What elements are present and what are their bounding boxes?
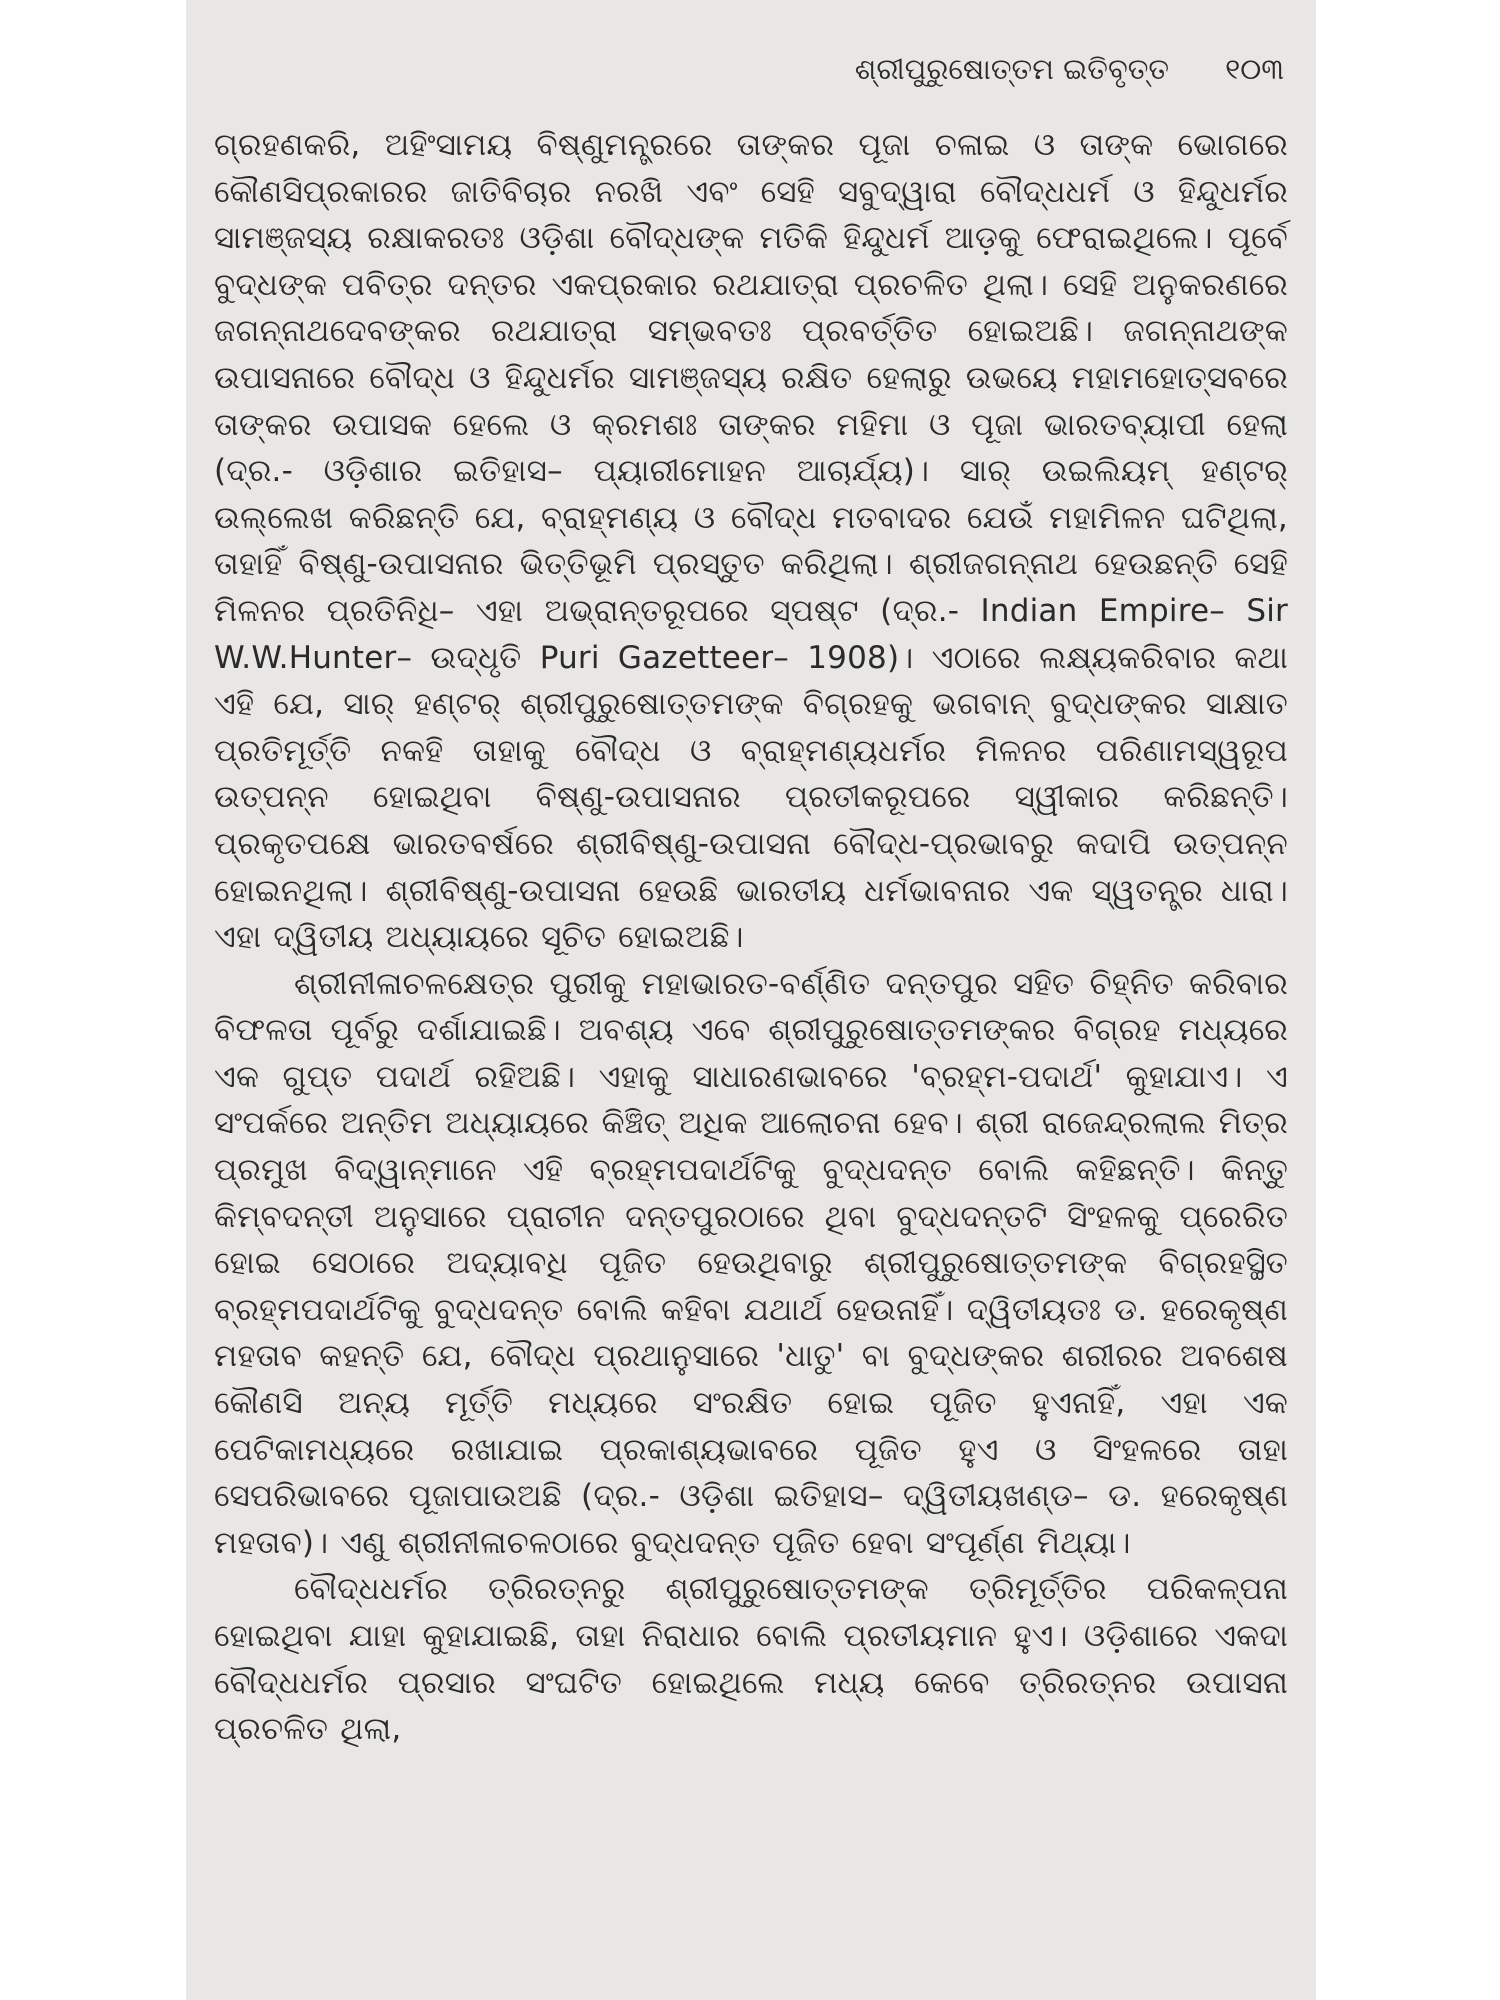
paragraph-1: ଗ୍ରହଣକରି, ଅହିଂସାମୟ ବିଷ୍ଣୁମନ୍ତ୍ରରେ ତାଙ୍କର ପୂଜା ଚଳାଇ ଓ ତାଙ୍କ ଭୋଗରେ କୌଣସିପ୍ରକାରର ଜାତିବିଚାର ନରଖି ଏବଂ ସେହି ସବୁଦ୍ୱାରା ବୌଦ୍ଧଧର୍ମ ଓ ହିନ୍ଦୁଧର୍ମର ସାମଞ୍ଜସ୍ୟ ରକ୍ଷାକରତଃ ଓଡ଼ିଶା ବୌଦ୍ଧଙ୍କ ମତିକି ହିନ୍ଦୁଧର୍ମ ଆଡ଼କୁ ଫେରାଇଥିଲେ। ପୂର୍ବେ ବୁଦ୍ଧଙ୍କ ପବିତ୍ର ଦନ୍ତର ଏକପ୍ରକାର ରଥଯାତ୍ରା ପ୍ରଚଳିତ ଥିଲା। ସେହି ଅନୁକରଣରେ ଜଗନ୍ନାଥଦେବଙ୍କର ରଥଯାତ୍ରା ସମ୍ଭବତଃ ପ୍ରବର୍ତ୍ତିତ ହୋଇଅଛି। ଜଗନ୍ନାଥଙ୍କ ଉପାସନାରେ ବୌଦ୍ଧ ଓ ହିନ୍ଦୁଧର୍ମର ସାମଞ୍ଜସ୍ୟ ରକ୍ଷିତ ହେଲାରୁ ଉଭୟେ ମହାମହୋତ୍ସବରେ ତାଙ୍କର ଉପାସକ ହେଲେ ଓ କ୍ରମଶଃ ତାଙ୍କର ମହିମା ଓ ପୂଜା ଭାରତବ୍ୟାପୀ ହେଲା (ଦ୍ର.- ଓଡ଼ିଶାର ଇତିହାସ– ପ୍ୟାରୀମୋହନ ଆଚାର୍ଯ୍ୟ)। ସାର୍ ଉଇଲିୟମ୍ ହଣ୍ଟର୍ ଉଲ୍ଲେଖ କରିଛନ୍ତି ଯେ, ବ୍ରାହ୍ମଣ୍ୟ ଓ ବୌଦ୍ଧ ମତବାଦର ଯେଉଁ ମହାମିଳନ ଘଟିଥିଲା, ତାହାହିଁ ବିଷ୍ଣୁ-ଉପାସନାର ଭିତ୍ତିଭୂମି ପ୍ରସ୍ତୁତ କରିଥିଲା। ଶ୍ରୀଜଗନ୍ନାଥ ହେଉଛନ୍ତି ସେହି ମିଳନର ପ୍ରତିନିଧି– ଏହା ଅଭ୍ରାନ୍ତରୂପରେ ସ୍ପଷ୍ଟ (ଦ୍ର.- Indian Empire– Sir W.W.Hunter– ଉଦ୍ଧୃତି Puri Gazetteer– 1908)। ଏଠାରେ ଲକ୍ଷ୍ୟକରିବାର କଥା ଏହି ଯେ, ସାର୍ ହଣ୍ଟର୍ ଶ୍ରୀପୁରୁଷୋତ୍ତମଙ୍କ ବିଗ୍ରହକୁ ଭଗବାନ୍ ବୁଦ୍ଧଙ୍କର ସାକ୍ଷାତ ପ୍ରତିମୂର୍ତ୍ତି ନକହି ତାହାକୁ ବୌଦ୍ଧ ଓ ବ୍ରାହ୍ମଣ୍ୟଧର୍ମର ମିଳନର ପରିଣାମସ୍ୱରୂପ ଉତ୍ପନ୍ନ ହୋଇଥିବା ବିଷ୍ଣୁ-ଉପାସନାର ପ୍ରତୀକରୂପରେ ସ୍ୱୀକାର କରିଛନ୍ତି। ପ୍ରକୃତପକ୍ଷେ ଭାରତବର୍ଷରେ ଶ୍ରୀବିଷ୍ଣୁ-ଉପାସନା ବୌଦ୍ଧ-ପ୍ରଭାବରୁ କଦାପି ଉତ୍ପନ୍ନ ହୋଇନଥିଲା। ଶ୍ରୀବିଷ୍ଣୁ-ଉପାସନା ହେଉଛି ଭାରତୀୟ ଧର୍ମଭାବନାର ଏକ ସ୍ୱତନ୍ତ୍ର ଧାରା। ଏହା ଦ୍ୱିତୀୟ ଅଧ୍ୟାୟରେ ସୂଚିତ ହୋଇଅଛି। xyxy=(214,127,1288,956)
page-number: ୧୦୩ xyxy=(1225,52,1284,86)
running-title: ଶ୍ରୀପୁରୁଷୋତ୍ତମ ଇତିବୃତ୍ତ xyxy=(854,52,1170,86)
book-page xyxy=(186,0,1316,2000)
paragraph-3: ବୌଦ୍ଧଧର୍ମର ତ୍ରିରତ୍ନରୁ ଶ୍ରୀପୁରୁଷୋତ୍ତମଙ୍କ ତ୍ରିମୂର୍ତ୍ତିର ପରିକଳ୍ପନା ହୋଇଥିବା ଯାହା କୁହାଯାଇଛି, ତାହା ନିରାଧାର ବୋଲି ପ୍ରତୀୟମାନ ହୁଏ। ଓଡ଼ିଶାରେ ଏକଦା ବୌଦ୍ଧଧର୍ମର ପ୍ରସାର ସଂଘଟିତ ହୋଇଥିଲେ ମଧ୍ୟ କେବେ ତ୍ରିରତ୍ନର ଉପାସନା ପ୍ରଚଳିତ ଥିଲା, xyxy=(214,1571,1288,1748)
body-text xyxy=(214,122,1288,1753)
paragraph-2: ଶ୍ରୀନୀଳାଚଳକ୍ଷେତ୍ର ପୁରୀକୁ ମହାଭାରତ-ବର୍ଣ୍ଣିତ ଦନ୍ତପୁର ସହିତ ଚିହ୍ନିତ କରିବାର ବିଫଳତା ପୂର୍ବରୁ ଦର୍ଶାଯାଇଛି। ଅବଶ୍ୟ ଏବେ ଶ୍ରୀପୁରୁଷୋତ୍ତମଙ୍କର ବିଗ୍ରହ ମଧ୍ୟରେ ଏକ ଗୁପ୍ତ ପଦାର୍ଥ ରହିଅଛି। ଏହାକୁ ସାଧାରଣଭାବରେ 'ବ୍ରହ୍ମ-ପଦାର୍ଥ' କୁହାଯାଏ। ଏ ସଂପର୍କରେ ଅନ୍ତିମ ଅଧ୍ୟାୟରେ କିଞ୍ଚିତ୍ ଅଧିକ ଆଲୋଚନା ହେବ। ଶ୍ରୀ ରାଜେନ୍ଦ୍ରଲାଲ ମିତ୍ର ପ୍ରମୁଖ ବିଦ୍ୱାନ୍‌ମାନେ ଏହି ବ୍ରହ୍ମପଦାର୍ଥଟିକୁ ବୁଦ୍ଧଦନ୍ତ ବୋଲି କହିଛନ୍ତି। କିନ୍ତୁ କିମ୍ବଦନ୍ତୀ ଅନୁସାରେ ପ୍ରାଚୀନ ଦନ୍ତପୁରଠାରେ ଥିବା ବୁଦ୍ଧଦନ୍ତଟି ସିଂହଳକୁ ପ୍ରେରିତ ହୋଇ ସେଠାରେ ଅଦ୍ୟାବଧି ପୂଜିତ ହେଉଥିବାରୁ ଶ୍ରୀପୁରୁଷୋତ୍ତମଙ୍କ ବିଗ୍ରହସ୍ଥିତ ବ୍ରହ୍ମପଦାର୍ଥଟିକୁ ବୁଦ୍ଧଦନ୍ତ ବୋଲି କହିବା ଯଥାର୍ଥ ହେଉନାହିଁ। ଦ୍ୱିତୀୟତଃ ଡ. ହରେକୃଷ୍ଣ ମହତାବ କହନ୍ତି ଯେ, ବୌଦ୍ଧ ପ୍ରଥାନୁସାରେ 'ଧାତୁ' ବା ବୁଦ୍ଧଙ୍କର ଶରୀରର ଅବଶେଷ କୌଣସି ଅନ୍ୟ ମୂର୍ତ୍ତି ମଧ୍ୟରେ ସଂରକ୍ଷିତ ହୋଇ ପୂଜିତ ହୁଏନାହିଁ, ଏହା ଏକ ପେଟିକାମଧ୍ୟରେ ରଖାଯାଇ ପ୍ରକାଶ୍ୟଭାବରେ ପୂଜିତ ହୁଏ ଓ ସିଂହଳରେ ତାହା ସେପରିଭାବରେ ପୂଜାପାଉଅଛି (ଦ୍ର.- ଓଡ଼ିଶା ଇତିହାସ– ଦ୍ୱିତୀୟଖଣ୍ଡ– ଡ. ହରେକୃଷ୍ଣ ମହତାବ)। ଏଣୁ ଶ୍ରୀନୀଳାଚଳଠାରେ ବୁଦ୍ଧଦନ୍ତ ପୂଜିତ ହେବା ସଂପୂର୍ଣ୍ଣ ମିଥ୍ୟା। xyxy=(214,965,1288,1561)
running-head xyxy=(214,52,1288,100)
